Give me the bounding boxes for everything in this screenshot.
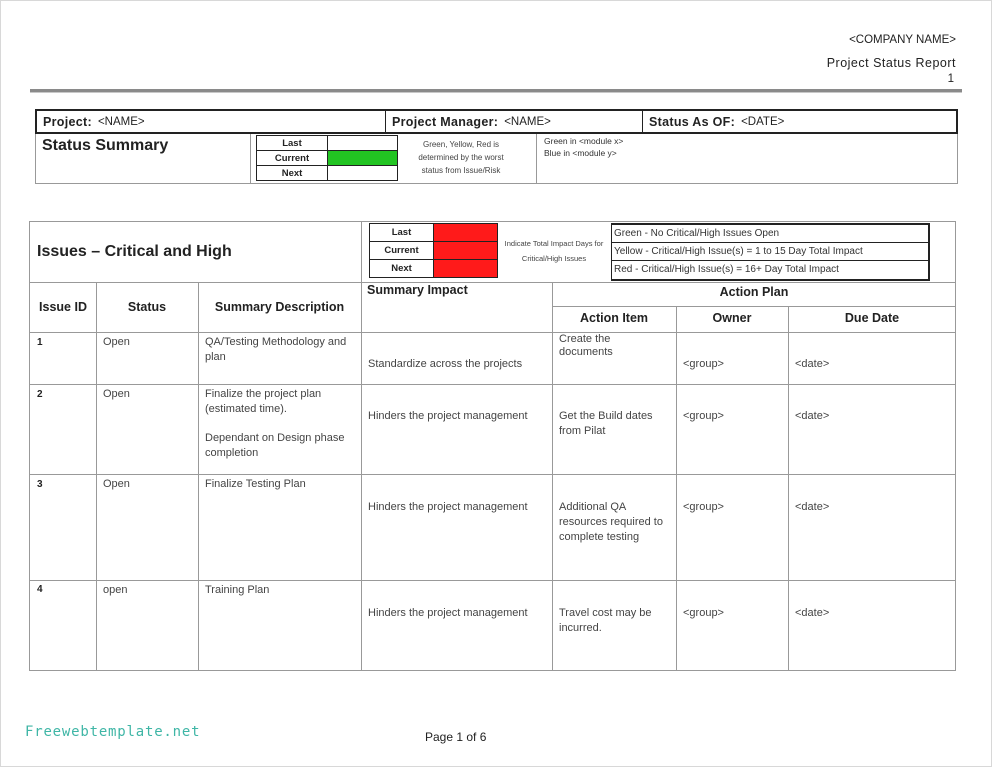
issue-action [559, 333, 613, 359]
status-legend-line: Green, Yellow, Red is [422, 140, 500, 149]
header-rule [30, 89, 962, 93]
impact-swatch-current[interactable] [434, 242, 498, 260]
status-row-last [257, 136, 398, 151]
manager-label: Project Manager: [392, 114, 499, 129]
summary-line: (estimated time). [205, 403, 287, 415]
issue-summary [205, 335, 357, 365]
col-impact: Summary Impact [367, 283, 468, 297]
status-swatch-last[interactable] [328, 136, 398, 151]
action-line: resources required to [559, 516, 663, 528]
issue-owner: <group> [683, 358, 724, 370]
grid-line [553, 306, 956, 307]
issue-due-date: <date> [795, 607, 830, 619]
impact-note [497, 236, 611, 266]
impact-note-line: Critical/High Issues [521, 254, 587, 263]
grid-line [30, 282, 956, 283]
header-page-number: 1 [947, 73, 954, 85]
footer-page-number: Page 1 of 6 [425, 730, 487, 744]
issue-summary [205, 387, 357, 461]
issue-id: 4 [37, 584, 43, 595]
status-row-current [257, 151, 398, 166]
project-cell [37, 111, 386, 132]
status-legend-line: determined by the worst [418, 153, 504, 162]
manager-value[interactable]: <NAME> [504, 115, 551, 128]
issue-summary [205, 477, 357, 492]
status-legend-line: status from Issue/Risk [421, 166, 501, 175]
project-label: Project: [43, 114, 92, 129]
issue-action [559, 409, 653, 439]
issue-status: Open [103, 478, 130, 490]
module-line: Blue in <module y> [544, 148, 617, 158]
status-label-last: Last [257, 136, 328, 151]
impact-note-line: Indicate Total Impact Days for [504, 239, 604, 248]
issue-status: open [103, 584, 128, 596]
status-date-cell [643, 111, 956, 132]
action-line: documents [559, 346, 613, 358]
action-line: Get the Build dates [559, 410, 653, 422]
issue-id: 3 [37, 479, 43, 490]
impact-indicator-table [369, 223, 498, 278]
issue-owner: <group> [683, 607, 724, 619]
grid-line [788, 306, 789, 671]
col-owner: Owner [712, 311, 752, 325]
grid-line [96, 282, 97, 671]
action-line: complete testing [559, 531, 640, 543]
status-label-next: Next [257, 166, 328, 181]
issue-id: 1 [37, 337, 43, 348]
grid-line [676, 306, 677, 671]
grid-line [30, 474, 956, 475]
action-line: Create the [559, 333, 611, 345]
project-info-row [35, 109, 958, 134]
impact-row-next [370, 260, 498, 278]
status-legend-note [398, 138, 524, 177]
module-line: Green in <module x> [544, 136, 624, 146]
summary-line: completion [205, 447, 259, 459]
status-swatch-next[interactable] [328, 166, 398, 181]
col-action-plan: Action Plan [719, 285, 789, 299]
project-value[interactable]: <NAME> [97, 115, 145, 128]
company-name: <COMPANY NAME> [849, 34, 956, 46]
action-line: Travel cost may be [559, 607, 652, 619]
status-date-value[interactable]: <DATE> [741, 115, 785, 128]
impact-label-last: Last [370, 224, 434, 242]
grid-line [30, 580, 956, 581]
issue-impact: Hinders the project management [368, 410, 528, 422]
issue-impact: Hinders the project management [368, 607, 528, 619]
issue-due-date: <date> [795, 358, 830, 370]
impact-swatch-next[interactable] [434, 260, 498, 278]
status-divider [250, 134, 251, 183]
report-title: Project Status Report [826, 56, 956, 70]
issues-section [29, 221, 956, 671]
issue-status: Open [103, 336, 130, 348]
status-summary-title: Status Summary [42, 137, 169, 154]
summary-line: plan [205, 351, 226, 363]
summary-line: Finalize the project plan [205, 388, 322, 400]
status-indicator-table [256, 135, 398, 181]
issue-owner: <group> [683, 410, 724, 422]
watermark: Freewebtemplate.net [25, 724, 201, 740]
module-note [544, 135, 623, 159]
grid-line [198, 282, 199, 671]
col-summary: Summary Description [214, 300, 345, 314]
issue-due-date: <date> [795, 501, 830, 513]
grid-line [30, 384, 956, 385]
summary-line: QA/Testing Methodology and [205, 336, 347, 348]
impact-legend-yellow: Yellow - Critical/High Issue(s) = 1 to 15 Day Total Impact [612, 243, 928, 261]
impact-row-last [370, 224, 498, 242]
summary-line [205, 417, 357, 431]
grid-line [30, 670, 956, 671]
status-divider [536, 134, 537, 183]
action-line: from Pilat [559, 425, 606, 437]
impact-label-next: Next [370, 260, 434, 278]
summary-line: Finalize Testing Plan [205, 478, 306, 490]
impact-label-current: Current [370, 242, 434, 260]
col-due-date: Due Date [844, 311, 900, 325]
status-row-next [257, 166, 398, 181]
impact-legend-red: Red - Critical/High Issue(s) = 16+ Day Total Impact [614, 264, 839, 275]
grid-line [361, 222, 362, 671]
action-line: Additional QA [559, 501, 627, 513]
status-label-current: Current [257, 151, 328, 166]
grid-line [552, 282, 553, 671]
issue-owner: <group> [683, 501, 724, 513]
grid-line [30, 332, 956, 333]
issue-summary [205, 583, 357, 598]
col-issue-id: Issue ID [39, 300, 87, 314]
issue-impact: Hinders the project management [368, 501, 528, 513]
impact-legend-green: Green - No Critical/High Issues Open [612, 225, 928, 243]
status-swatch-current[interactable] [328, 151, 398, 166]
issue-due-date: <date> [795, 410, 830, 422]
summary-line: Dependant on Design phase [205, 432, 345, 444]
issue-action [559, 500, 663, 545]
status-summary-section [35, 134, 958, 184]
manager-cell [386, 111, 643, 132]
issue-action [559, 606, 652, 636]
issues-title: Issues – Critical and High [37, 243, 232, 260]
impact-swatch-last[interactable] [434, 224, 498, 242]
col-action-item: Action Item [579, 311, 649, 325]
impact-row-current [370, 242, 498, 260]
action-line: incurred. [559, 622, 602, 634]
status-date-label: Status As OF: [649, 114, 736, 129]
issue-impact: Standardize across the projects [368, 358, 523, 370]
summary-line: Training Plan [205, 584, 270, 596]
col-status: Status [127, 300, 167, 314]
issue-id: 2 [37, 389, 43, 400]
issue-status: Open [103, 388, 130, 400]
impact-legend [611, 223, 930, 281]
